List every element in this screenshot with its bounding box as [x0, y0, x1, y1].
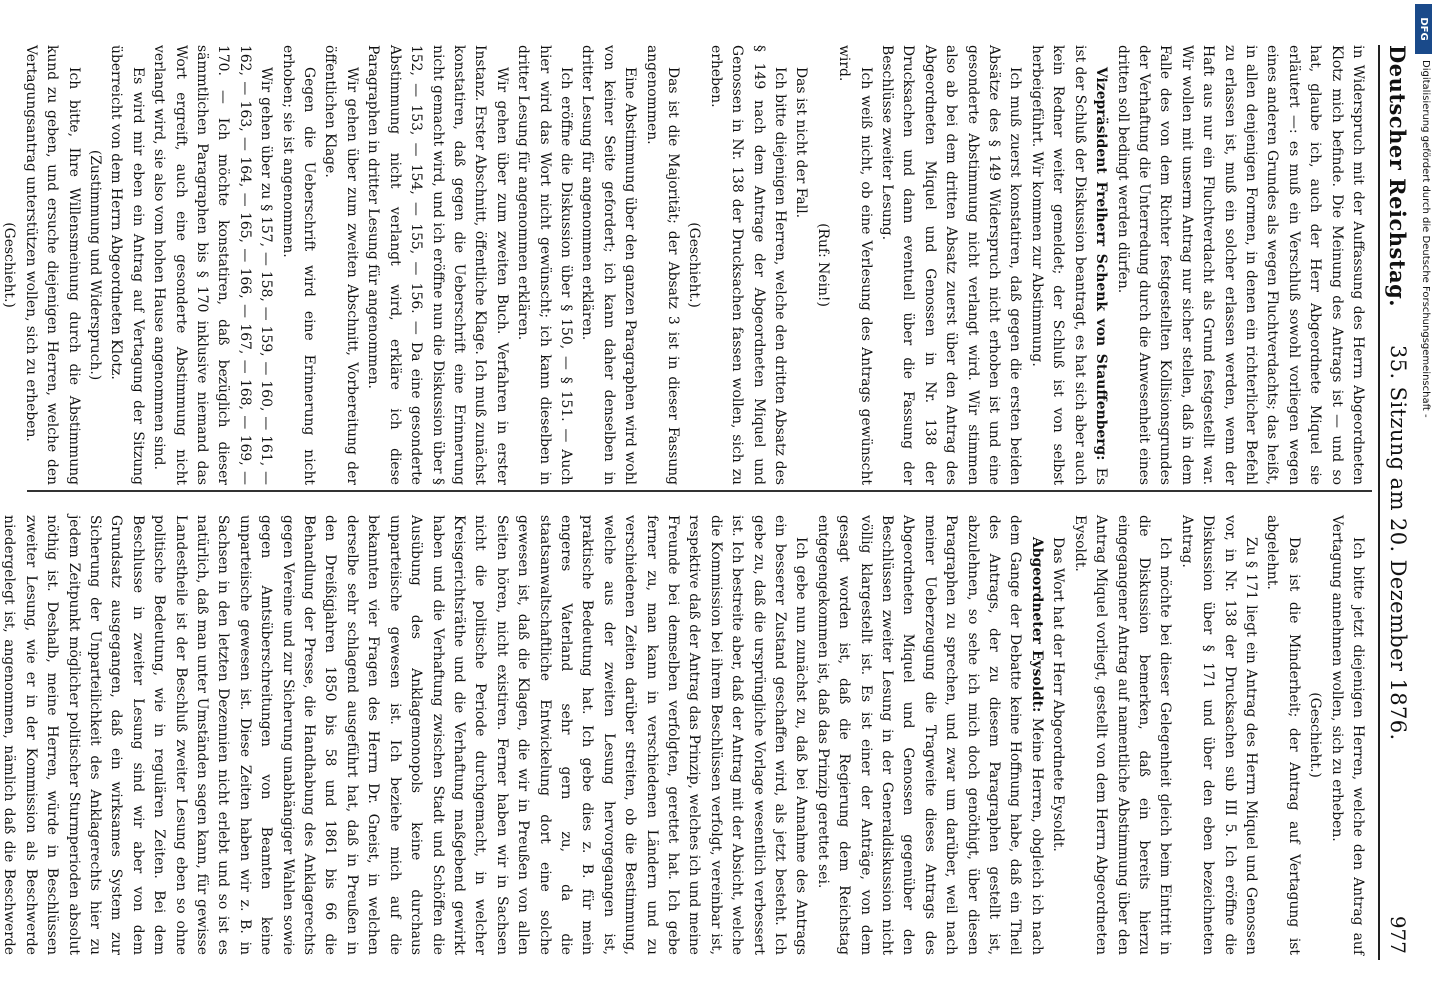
paragraph	[1026, 45, 1112, 485]
remark: (Geschieht.)	[1, 222, 18, 308]
paragraph-text: Meine Herren, obgleich ich nach dem Gange der Debatte keine Hoffnung habe, daß ein Theil des Antrags, der zu diesem Paragraphen gestellt ist, abzulehnen, so sehe ich mich doch genöthigt, über diesen Paragraphen zu sprechen, und zwar um darüber, weil nach meiner Ueberzeugung die Tragweite dieses Antrags des Abgeordneten Miquel und Genossen gegenüber den Beschlüssen zweiter Lesung in der Generaldiskussion nicht völlig klargestellt ist. Es ist einer der Anträge, von dem gesagt worden ist, daß die Regierung dem Reichstag entgegengekommen ist, daß das Prinzip gerettet sei.	[814, 515, 1045, 955]
header-title: Deutscher Reichstag.	[1385, 45, 1410, 308]
paragraph: Ich muß zuerst konstatiren, daß gegen die ersten beiden Absätze des § 149 Widerspruch nicht erhoben ist und eine gesonderte Abstimmung nicht verlangt wird. Wir stimmen also ab bei dem dritten Absatz zuerst über den Antrag des Abgeordneten Miquel und Genossen in Nr. 138 der Drucksachen und dann eventuell über die Fassung der Beschlüsse zweiter Lesung.	[879, 45, 1024, 485]
paragraph: Das ist nicht der Fall.	[793, 67, 810, 219]
paragraph: Gegen die Ueberschrift wird eine Erinnerung nicht erhoben; sie ist angenommen.	[279, 45, 318, 485]
paragraph: Ich bitte diejenigen Herren, welche den dritten Absatz des § 149 nach dem Antrage der Abgeordneten Miquel und Genossen in Nr. 138 der Drucksachen fassen wollen, sich zu erheben.	[707, 45, 789, 485]
remark: (Geschieht.)	[1307, 692, 1324, 778]
paragraph: Ich eröffne die Diskussion über § 150, — § 151. — Auch hier wird das Wort nicht gewünscht; ich kann dieselben in dritter Lesung für angenommen erklären.	[515, 45, 574, 485]
digitization-credit	[1419, 60, 1432, 980]
paragraph: Ich bitte jetzt diejenigen Herren, welche den Antrag auf Vertagung annehmen wollen, sich zu erheben.	[1328, 515, 1366, 955]
paragraph: Wir gehen über zu § 157, — 158, — 159, — 160, — 161, — 162, — 163, — 164, — 165, — 166, — 167, — 168, — 169, — 170. — Ich möchte konstatiren, daß bezüglich dieser sämmtlichen Paragraphen bis § 170 inklusive niemand das Wort ergreift, auch eine gesonderte Abstimmung nicht verlangt wird, sie also vom hohen Hause angenommen sind.	[151, 45, 275, 485]
paragraph: Es wird mir eben ein Antrag auf Vertagung der Sitzung überreicht von dem Herrn Abgeordneten Klotz.	[108, 45, 146, 485]
page-header	[1378, 45, 1414, 960]
paragraph: Wir gehen über zum zweiten Abschnitt, Vorbereitung der öffentlichen Klage.	[322, 45, 360, 485]
left-column	[1, 45, 1368, 485]
column-divider	[27, 490, 1372, 492]
paragraph: Das ist die Minderheit; der Antrag auf Vertagung ist abgelehnt.	[1264, 515, 1302, 955]
digitization-text: Digitalisierung gefördert durch die Deutsche Forschungsgemeinschaft -	[1420, 60, 1431, 418]
paragraph: Zu § 171 liegt ein Antrag des Herrn Miquel und Genossen vor, in Nr. 138 der Drucksachen sub III 5. Ich eröffne die Diskussion über § 171 und über den eben bezeichneten Antrag.	[1178, 515, 1259, 955]
dfg-logo-text: DFG	[1418, 17, 1429, 41]
paragraph: Ich gebe nun zunächst zu, daß bei Annahme des Antrags ein besserer Zustand geschaffen wird, als jetzt besteht. Ich gebe zu, daß die ursprüngliche Vorlage wesentlich verbessert ist. Ich bestreite aber, daß der Antrag mit der Absicht, welche die Kommission bei ihrem Beschlüssen verfolgt, vereinbar ist, respektive daß der Antrag das Prinzip, welches ich und meine Freunde bei demselben verfolgten, gerettet hat. Ich gebe ferner zu, man kann in verschiedenen Ländern und zu verschiedenen Zeiten darüber streiten, ob die Bestimmung, welche aus der zweiten Lesung hervorgegangen ist, praktische Bedeutung hat. Ich gebe dies z. B. für mein engeres Vaterland sehr gern zu, da die staatsanwaltschaftliche Entwickelung dort eine solche gewesen ist, daß die Klagen, die wir in Preußen von allen Seiten hören, nicht existiren. Ferner haben wir in Sachsen nicht die politische Periode durchgemacht, in welcher Kreisgerichtsräthe und die Verhaftung maßgebend gewirkt haben und die Verhaftung zwischen Stadt und Schöffen die Ausübung des Anklagemonopols keine durchaus unparteiische gewesen ist. Ich beziehe mich auf die bekannten vier Fragen des Herrn Dr. Gneist, in welchen derselbe sehr schlagend ausgeführt hat, daß in Preußen in den Dreißigjahren 1850 bis 58 und 1861 bis 66 die Behandlung der Presse, die Handhabung des Anklagerechts gegen Vereine und zur Sicherung unabhängiger Wahlen sowie gegen Amtsüberschreitungen von Beamten keine unparteiische gewesen ist. Diese Zeiten haben wir z. B. in Sachsen in den letzten Dezennien nicht erlebt und so ist es natürlich, daß man unter Umständen sagen kann, für gewisse Landestheile ist der Beschluß zweiter Lesung eben so ohne politische Bedeutung, wie in regulären Zeiten. Bei dem Beschlusse in zweiter Lesung sind wir aber von dem Grundsatz ausgegangen, daß ein wirksames System zur Sicherung der Unparteilichkeit des Anklagerechts hier zu jedem Zeitpunkt möglicher politischer Sturmperioden absolut nöthig ist. Deshalb, meine Herren, würde in Beschlüssen zweiter Lesung, wie er in der Kommission als Beschwerde niedergelegt ist, angenommen, nämlich daß die Beschwerde	[1, 515, 810, 955]
remark: (Geschieht.)	[686, 222, 703, 308]
remark: (Ruf: Nein!)	[814, 223, 831, 307]
paragraph: Das Wort hat der Herr Abgeordnete Eysoldt.	[1050, 537, 1067, 852]
paragraph	[811, 515, 1046, 955]
page-number: 977	[1386, 915, 1410, 954]
paragraph: Das ist die Majorität; der Absatz 3 ist in dieser Fassung angenommen.	[643, 45, 681, 485]
right-column	[1, 515, 1368, 955]
remark: (Zustimmung und Widerspruch.)	[87, 149, 104, 381]
speaker-name: Vizepräsident Freiherr Schenk von Stauffenberg:	[1093, 67, 1110, 461]
dfg-logo	[1415, 4, 1432, 54]
paragraph-text: Es ist der Schluß der Diskussion beantragt, es hat sich aber auch kein Redner weiter gemeldet; der Schluß ist von selbst herbeigeführt. Wir kommen zur Abstimmung.	[1028, 45, 1110, 485]
paragraph: Eine Abstimmung über den ganzen Paragraphen wird wohl von keiner Seite gefordert; ich kann daher denselben in dritter Lesung für angenommen erklären.	[579, 45, 639, 485]
paragraph: Ich möchte bei dieser Gelegenheit gleich beim Eintritt in die Diskussion bemerken, daß ein bereits hierzu eingegangener Antrag auf namentliche Abstimmung über den Antrag Miquel vorliegt, gestellt von dem Herrn Abgeordneten Eysoldt.	[1071, 515, 1174, 955]
header-session: 35. Sitzung am 20. Dezember 1876.	[1386, 345, 1410, 741]
paragraph: Ich weiß nicht, ob eine Verlesung des Antrags gewünscht wird.	[836, 45, 874, 485]
speaker-name: Abgeordneter Eysoldt:	[1028, 537, 1045, 713]
paragraph: Wir gehen über zum zweiten Buch. Verfahren in erster Instanz. Erster Abschnitt, öffentliche Klage. Ich muß zunächst konstatiren, daß gegen die Ueberschrift eine Erinnerung nicht gemacht wird, und ich eröffne nun die Diskussion über § 152, — 153, — 154, — 155, — 156. — Da eine gesonderte Abstimmung nicht verlangt wird, erkläre ich diese Paragraphen in dritter Lesung für angenommen.	[365, 45, 510, 485]
paragraph: Ich bitte, Ihre Willensmeinung durch die Abstimmung kund zu geben, und ersuche diejenigen Herren, welche den Vertagungsantrag unterstützen wollen, sich zu erheben.	[22, 45, 82, 485]
paragraph: in Widerspruch mit der Auffassung des Herrn Abgeordneten Klotz mich befinde. Die Meinung des Antrags ist — und so hat, glaube ich, auch der Herr Abgeordnete Miquel sie erläutert —: es muß ein Verschluß sowohl vorliegen wegen eines anderen Grundes als wegen Fluchtverdachts; das heißt, in allen denjenigen Formen, in denen ein richterlicher Befehl zu erlassen ist, muß ein solcher erlassen werden, wenn der Haft aus nur ein Fluchtverdacht als Grund festgestellt war. Wir wollen mit unserm Antrag nur sicher stellen, daß in dem Falle des von dem Richter festgestellten Kollisionsgrundes der Verhaftung die Unterredung durch die Anwesenheit eines dritten soll bedingt werden dürfen.	[1114, 45, 1366, 485]
